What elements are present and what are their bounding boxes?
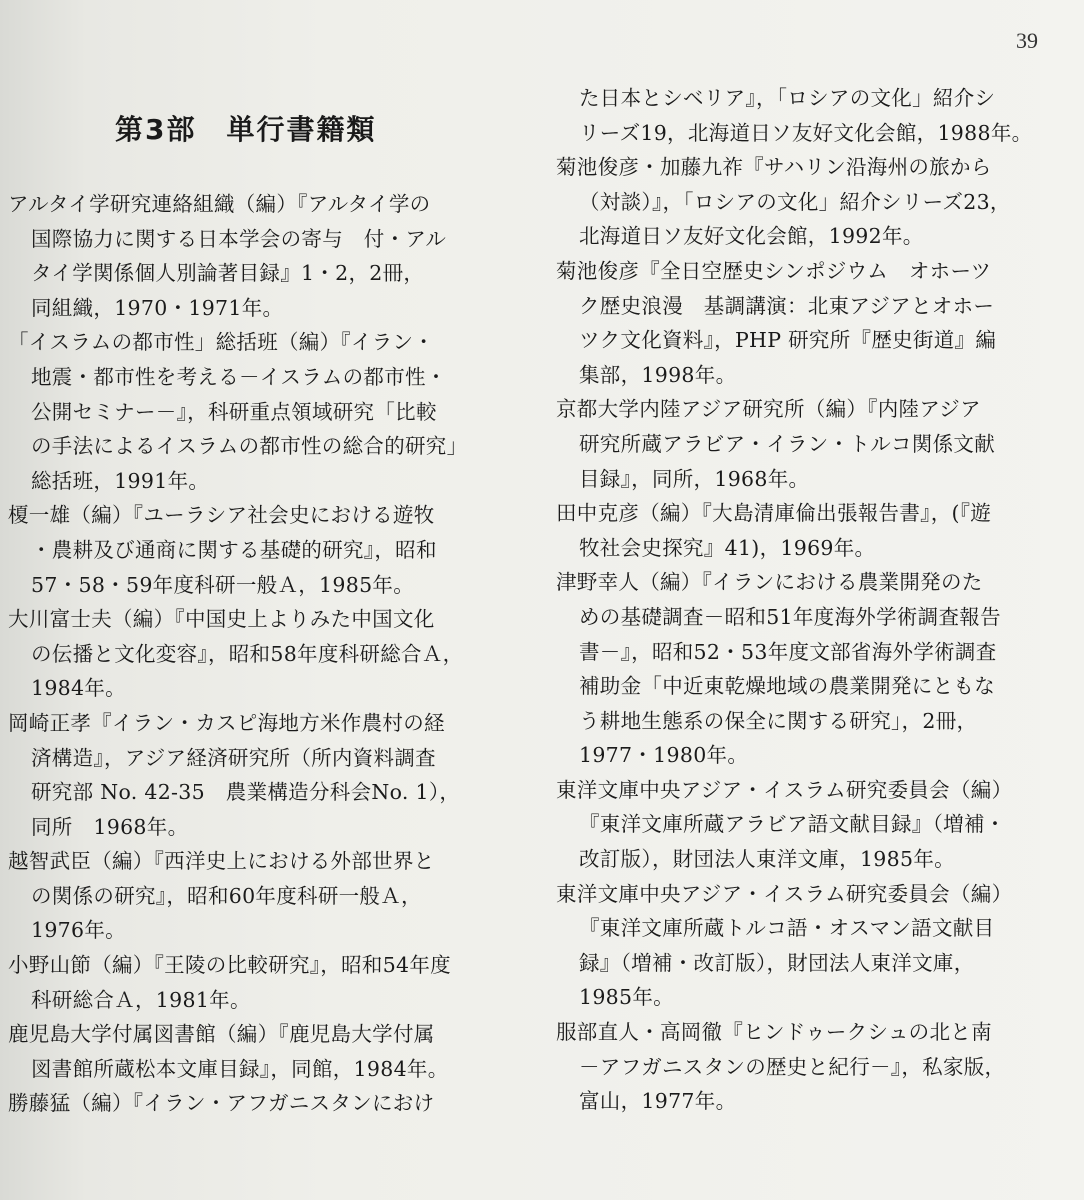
entry-line: 同組織，1970・1971年。 bbox=[31, 295, 284, 320]
entry-line: 京都大学内陸アジア研究所（編）『内陸アジア bbox=[556, 397, 981, 422]
entry-line: 鹿児島大学付属図書館（編）『鹿児島大学付属 bbox=[8, 1022, 435, 1047]
entry-line: めの基礎調査－昭和51年度海外学術調査報告 bbox=[579, 604, 1001, 629]
bibliography-entry bbox=[8, 187, 518, 325]
entry-line: 北海道日ソ友好文化会館，1992年。 bbox=[579, 224, 924, 249]
entry-line: 牧社会史探究』41)，1969年。 bbox=[579, 535, 876, 560]
entry-line: 1985年。 bbox=[579, 985, 674, 1010]
entry-line: 大川富士夫（編）『中国史上よりみた中国文化 bbox=[8, 607, 435, 632]
entry-line: 書－』，昭和52・53年度文部省海外学術調査 bbox=[579, 639, 997, 664]
entry-line: 補助金「中近東乾燥地域の農業開発にともな bbox=[579, 674, 995, 699]
entry-line: （対談）』，「ロシアの文化」紹介シリーズ23， bbox=[579, 189, 1011, 214]
entry-line: 東洋文庫中央アジア・イスラム研究委員会（編） bbox=[556, 881, 1013, 906]
entry-line: 科研総合Ａ，1981年。 bbox=[31, 987, 251, 1012]
entry-line: 集部，1998年。 bbox=[579, 362, 737, 387]
entry-line: 「イスラムの都市性」総括班（編）『イラン・ bbox=[8, 330, 435, 355]
entry-line: う耕地生態系の保全に関する研究」，2冊， bbox=[579, 708, 978, 733]
right-column bbox=[556, 81, 1061, 1119]
entry-line: 榎一雄（編）『ユーラシア社会史における遊牧 bbox=[8, 503, 435, 528]
bibliography-entry bbox=[556, 392, 1061, 496]
bibliography-entry bbox=[8, 1086, 518, 1121]
entry-line: 小野山節（編）『王陵の比較研究』，昭和54年度 bbox=[8, 953, 451, 978]
entry-line: アルタイ学研究連絡組織（編）『アルタイ学の bbox=[8, 192, 431, 216]
entry-line: 1976年。 bbox=[31, 918, 126, 943]
bibliography-entry bbox=[556, 565, 1061, 773]
entry-line: 1977・1980年。 bbox=[579, 743, 749, 768]
entry-line: 57・58・59年度科研一般Ａ，1985年。 bbox=[31, 572, 415, 597]
entry-line: 岡崎正孝『イラン・カスピ海地方米作農村の経 bbox=[8, 710, 445, 735]
entry-line: 越智武臣（編）『西洋史上における外部世界と bbox=[8, 849, 435, 874]
bibliography-entry bbox=[556, 773, 1061, 877]
entry-line: 目録』，同所，1968年。 bbox=[579, 466, 810, 491]
entry-line: 服部直人・高岡徹『ヒンドゥークシュの北と南 bbox=[556, 1020, 992, 1045]
entry-line: 地震・都市性を考える－イスラムの都市性・ bbox=[31, 364, 447, 389]
entry-line: 国際協力に関する日本学会の寄与 付・アル bbox=[31, 226, 447, 251]
bibliography-entry bbox=[8, 325, 518, 498]
bibliography-entry bbox=[556, 150, 1061, 254]
entry-line: －アフガニスタンの歴史と紀行－』，私家版， bbox=[579, 1054, 1006, 1079]
entry-line: 田中克彦（編）『大島清庫倫出張報告書』，(『遊 bbox=[556, 501, 992, 526]
entry-line: 『東洋文庫所蔵トルコ語・オスマン語文献目 bbox=[579, 916, 995, 941]
entry-line: 菊池俊彦・加藤九祚『サハリン沿海州の旅から bbox=[556, 155, 992, 180]
entry-line: の関係の研究』，昭和60年度科研一般Ａ， bbox=[31, 883, 422, 908]
bibliography-entry bbox=[556, 877, 1061, 1015]
bibliography-entry bbox=[556, 496, 1061, 565]
entry-line: 東洋文庫中央アジア・イスラム研究委員会（編） bbox=[556, 777, 1013, 802]
section-title: 第3部 単行書籍類 bbox=[115, 113, 377, 146]
entry-line: 同所 1968年。 bbox=[31, 814, 189, 839]
entry-line: 菊池俊彦『全日空歴史シンポジウム オホーツ bbox=[556, 258, 992, 283]
entry-line: ・農耕及び通商に関する基礎的研究』，昭和 bbox=[31, 537, 437, 562]
bibliography-entry bbox=[8, 844, 518, 948]
bibliography-entry bbox=[556, 1015, 1061, 1119]
entry-line: 富山，1977年。 bbox=[579, 1089, 737, 1114]
entry-line: 津野幸人（編）『イランにおける農業開発のた bbox=[556, 570, 983, 595]
bibliography-entry bbox=[8, 498, 518, 602]
entry-line: 勝藤猛（編）『イラン・アフガニスタンにおけ bbox=[8, 1091, 435, 1116]
entry-line: 改訂版），財団法人東洋文庫，1985年。 bbox=[579, 847, 955, 872]
bibliography-entry bbox=[8, 706, 518, 844]
bibliography-entry bbox=[556, 254, 1061, 392]
entry-line: ツク文化資料』，PHP 研究所『歴史街道』編 bbox=[579, 328, 997, 353]
bibliography-entry bbox=[8, 602, 518, 706]
entry-line: の手法によるイスラムの都市性の総合的研究」 bbox=[31, 434, 468, 459]
entry-line: 1984年。 bbox=[31, 676, 126, 701]
entry-line: 公開セミナー－』，科研重点領域研究「比較 bbox=[31, 399, 437, 424]
page-number: 39 bbox=[1016, 28, 1038, 53]
left-column bbox=[8, 187, 518, 1121]
entry-line: 録』（増補・改訂版），財団法人東洋文庫， bbox=[579, 950, 975, 975]
entry-line: タイ学関係個人別論著目録』1・2，2冊， bbox=[31, 261, 425, 286]
bibliography-entry bbox=[8, 1017, 518, 1086]
entry-line: 研究部 No. 42-35 農業構造分科会No. 1）， bbox=[31, 780, 461, 805]
entry-line: ク歴史浪漫 基調講演：北東アジアとオホー bbox=[579, 293, 995, 318]
entry-line: た日本とシベリア』，「ロシアの文化」紹介シ bbox=[579, 86, 996, 110]
entry-line: 『東洋文庫所蔵アラビア語文献目録』（増補・ bbox=[579, 812, 1006, 837]
entry-line: リーズ19，北海道日ソ友好文化会館，1988年。 bbox=[579, 120, 1033, 145]
entry-line: 総括班，1991年。 bbox=[31, 468, 210, 493]
entry-line: 研究所蔵アラビア・イラン・トルコ関係文献 bbox=[579, 431, 995, 456]
entry-line: 図書館所蔵松本文庫目録』，同館，1984年。 bbox=[31, 1056, 449, 1081]
bibliography-entry bbox=[556, 81, 1061, 150]
entry-line: の伝播と文化変容』，昭和58年度科研総合Ａ， bbox=[31, 641, 464, 666]
entry-line: 済構造』，アジア経済研究所（所内資料調査 bbox=[31, 745, 436, 770]
bibliography-entry bbox=[8, 948, 518, 1017]
